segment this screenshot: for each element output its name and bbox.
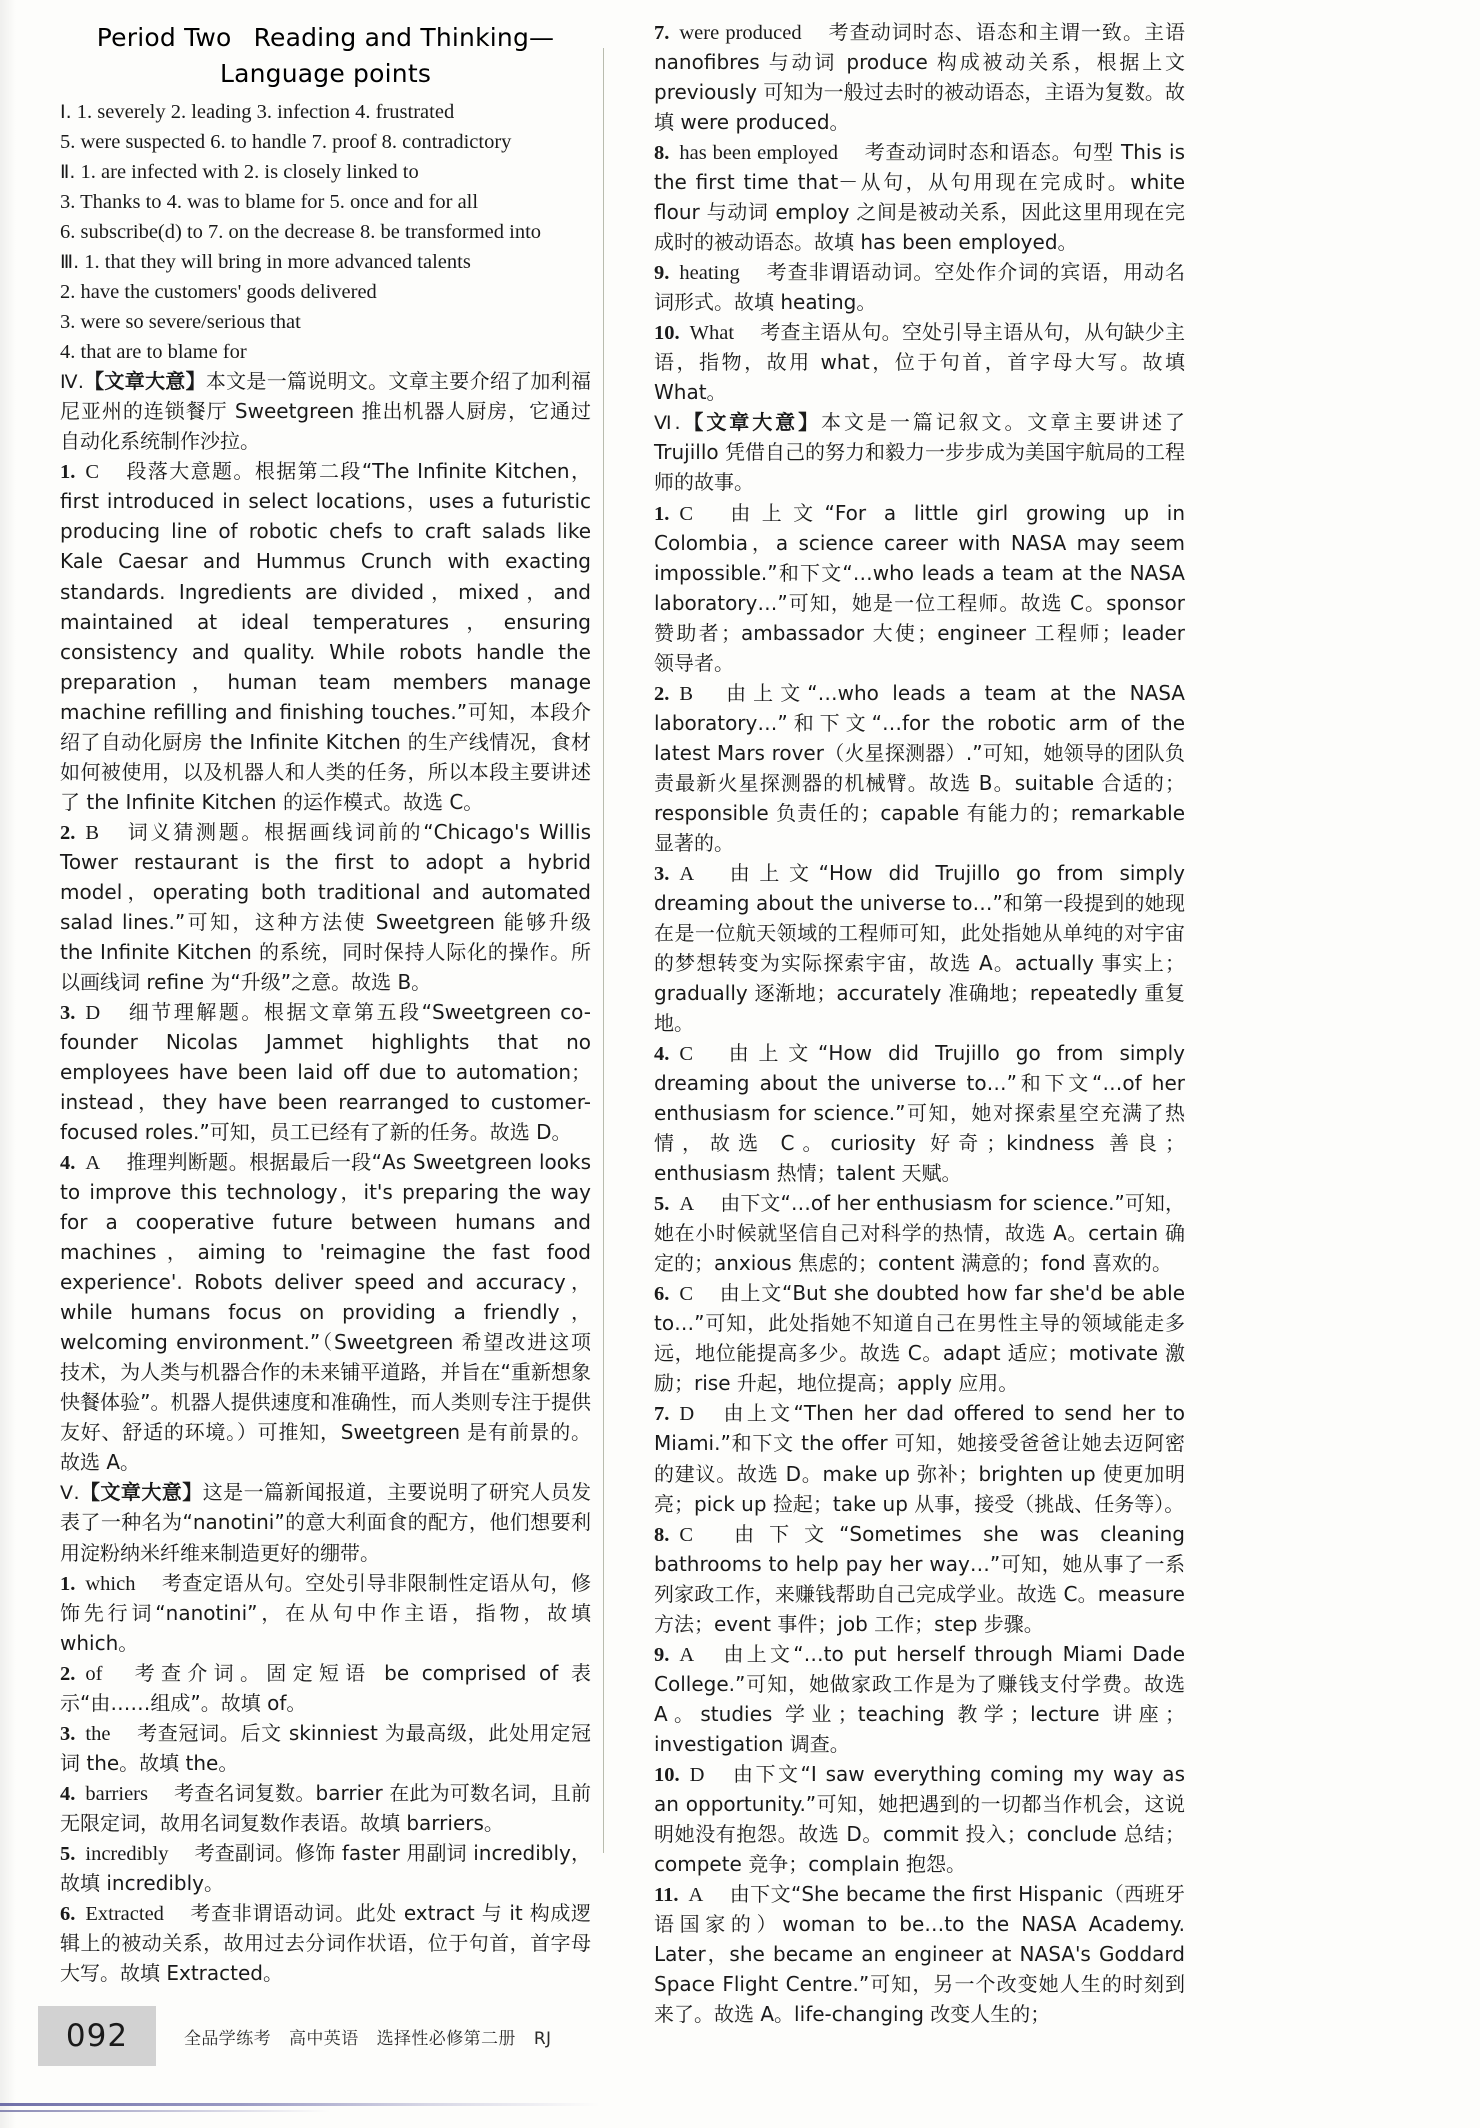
item-explanation: 由上文“How did Trujillo go from simply dreaming about the universe to…”和下文“…of her enthusiasm for science.”可知，她对探索星空充满了热情，故选 C。curiosity 好奇；kindness 善良；enthusiasm 热情；talent 天赋。 xyxy=(654,1041,1185,1186)
item-explanation: 由上文“For a little girl growing up in Colombia，a science career with NASA may seem impossible.”和下文“…who leads a team at the NASA laboratory…”可知，她是一位工程师。故选 C。sponsor 赞助者；ambassador 大使；engineer 工程师；leader 领导者。 xyxy=(654,500,1185,675)
section-I-answers-2: 5. were suspected 6. to handle 7. proof 8. contradictory xyxy=(60,131,512,154)
item-explanation: 由下文“…of her enthusiasm for science.”可知，她在小时候就坚信自己对科学的热情，故选 A。certain 确定的；anxious 焦虑的；content 满意的；fond 喜欢的。 xyxy=(654,1191,1185,1276)
item-type: 考查动词时态和语态。 xyxy=(864,140,1073,165)
section-II-marker: Ⅱ. xyxy=(60,161,76,184)
item-type: 考查定语从句。 xyxy=(161,1570,306,1595)
item-number: 5. xyxy=(60,1842,76,1865)
item-number: 5. xyxy=(654,1193,670,1216)
item-number: 8. xyxy=(654,142,670,165)
section-VI-item xyxy=(654,1189,1185,1279)
item-number: 1. xyxy=(654,502,670,525)
section-IV-item xyxy=(60,457,591,817)
item-explanation: 根据第二段“The Infinite Kitchen，first introduced in select locations，uses a futuristic producing line of robotic chefs to craft salads like Kale Caesar and Hummus Crunch with exacting standards. Ingredients are divided，mixed，and maintained at ideal temperatures，ensuring consistency and quality. While robots handle the preparation，human team members manage machine refilling and finishing touches.”可知，本段介绍了自动化厨房 the Infinite Kitchen 的生产线情况，食材如何被使用，以及机器人和人类的任务，所以本段主要讲述了 the Infinite Kitchen 的运作模式。故选 C。 xyxy=(60,459,592,814)
section-VI-item xyxy=(654,1520,1185,1640)
item-type: 考查介词。 xyxy=(128,1660,267,1685)
section-IV-item xyxy=(60,998,591,1148)
item-answer: Extracted xyxy=(85,1902,164,1925)
item-explanation: 空处引导主语从句，从句缺少主语，指物，故用 what，位于句首，首字母大写。故填 What。 xyxy=(654,320,1186,405)
section-VI-marker: Ⅵ. xyxy=(654,412,681,435)
item-answer: What xyxy=(689,322,735,345)
item-explanation: 修饰 faster 用副词 incredibly，故填 incredibly。 xyxy=(60,1840,591,1895)
section-VI-item xyxy=(654,1640,1185,1760)
item-explanation: 由下文“I saw everything coming my way as an opportunity.”可知，她把遇到的一切都当作机会，这说明她没有抱怨。故选 D。commit 投入；conclude 总结；compete 竞争；complain 抱怨。 xyxy=(654,1761,1185,1876)
item-type: 考查动词时态、语态和主谓一致。 xyxy=(827,20,1144,44)
section-III-text-2: 2. have the customers' goods delivered xyxy=(60,281,377,304)
item-type: 段落大意题。 xyxy=(125,459,255,484)
item-number: 6. xyxy=(654,1283,670,1306)
footer-content xyxy=(38,2006,551,2066)
item-answer: C xyxy=(679,1043,694,1066)
item-number: 7. xyxy=(654,22,670,44)
item-number: 10. xyxy=(654,322,680,345)
item-number: 3. xyxy=(654,862,670,885)
item-explanation: 根据画线词前的“Chicago's Willis Tower restaurant is the first to adopt a hybrid model，operating both traditional and automated salad lines.”可知，这种方法使 Sweetgreen 能够升级 the Infinite Kitchen 的系统，同时保持人际化的操作。所以画线词 refine 为“升级”之意。故选 B。 xyxy=(60,819,592,994)
title-period: Period Two xyxy=(96,23,232,52)
section-V-item xyxy=(654,318,1185,408)
section-I-line-2 xyxy=(60,127,591,157)
item-explanation: barrier 在此为可数名词，且前无限定词，故用名词复数作表语。故填 barriers。 xyxy=(60,1780,591,1835)
section-IV-gist-label: 【文章大意】 xyxy=(83,369,206,394)
title-topic: Reading and Thinking— xyxy=(253,23,555,52)
section-VI-gist-label: 【文章大意】 xyxy=(680,410,822,435)
item-number: 1. xyxy=(60,461,76,484)
section-III-item-4 xyxy=(60,337,591,367)
section-VI-item xyxy=(654,1760,1185,1880)
item-explanation: 后文 skinniest 为最高级，此处用定冠词 the。故填 the。 xyxy=(60,1720,592,1775)
item-number: 4. xyxy=(60,1152,76,1175)
item-type: 细节理解题。 xyxy=(126,999,264,1024)
item-explanation: 由上文“…to put herself through Miami Dade College.”可知，她做家政工作是为了赚钱支付学费。故选 A。studies 学业；teaching 教学；lecture 讲座；investigation 调查。 xyxy=(654,1641,1185,1756)
item-type: 考查名词复数。 xyxy=(173,1780,316,1805)
item-answer: C xyxy=(679,1523,694,1546)
section-IV-marker: Ⅳ. xyxy=(60,371,84,394)
item-explanation: 空处引导非限制性定语从句，修饰先行词“nanotini”，在从句中作主语，指物，故填 which。 xyxy=(60,1570,591,1655)
section-VI-item xyxy=(654,1399,1185,1519)
item-explanation: 此处 extract 与 it 构成逻辑上的被动关系，故用过去分词作状语，位于句首，首字母大写。故填 Extracted。 xyxy=(60,1900,592,1985)
item-number: 3. xyxy=(60,1001,76,1024)
two-column-content xyxy=(0,18,1480,2027)
item-number: 7. xyxy=(654,1403,670,1426)
left-column xyxy=(48,18,603,1993)
section-VI-gist-text: 本文是一篇记叙文。文章主要讲述了 Trujillo 凭借自己的努力和毅力一步步成为美国宇航局的工程师的故事。 xyxy=(654,410,1186,495)
section-IV-item xyxy=(60,1148,591,1478)
section-V-item xyxy=(60,1569,591,1659)
section-IV-item xyxy=(60,818,591,998)
section-VI-item xyxy=(654,499,1185,679)
item-answer: of xyxy=(85,1662,103,1685)
page-number: 092 xyxy=(65,2018,129,2054)
footer-meta xyxy=(184,2024,551,2049)
item-explanation: 由上文“…who leads a team at the NASA laboratory…”和下文“…for the robotic arm of the latest Mars rover（火星探测器）.”可知，她领导的团队负责最新火星探测器的机械臂。故选 B。suitable 合适的；responsible 负责任的；capable 有能力的；remarkable 显著的。 xyxy=(654,680,1185,855)
section-V-item xyxy=(654,18,1185,138)
item-answer: has been employed xyxy=(679,142,839,165)
section-V-gist xyxy=(60,1478,591,1568)
item-number: 3. xyxy=(60,1722,76,1745)
section-V-item xyxy=(654,138,1185,258)
item-explanation: 主语 nanofibres 与动词 produce 构成被动关系，根据上文 previously 可知为一般过去时的被动语态，主语为复数。故填 were produced。 xyxy=(654,20,1186,135)
item-answer: B xyxy=(679,682,694,705)
item-explanation: 由上文“Then her dad offered to send her to Miami.”和下文 the offer 可知，她接受爸爸让她去迈阿密的建议。故选 D。make up 弥补；brighten up 使更加明亮；pick up 捡起；take up 从事，接受（挑战、任务等）。 xyxy=(654,1401,1185,1516)
section-VI-item xyxy=(654,859,1185,1039)
item-type: 推理判断题。 xyxy=(126,1150,250,1175)
section-V-item xyxy=(60,1899,591,1989)
section-II-line-2 xyxy=(60,187,591,217)
item-number: 4. xyxy=(60,1782,76,1805)
item-type: 词义猜测题。 xyxy=(125,819,265,844)
item-number: 9. xyxy=(654,262,670,285)
item-answer: barriers xyxy=(85,1782,148,1805)
item-explanation: 由下文“She became the first Hispanic（西班牙语国家的）woman to be…to the NASA Academy. Later，she became an engineer at NASA's Goddard Space Flight Centre.”可知，另一个改变她人生的时刻到来了。故选 A。life-changing 改变人生的； xyxy=(654,1881,1185,2027)
page-footer xyxy=(0,1996,1480,2128)
item-number: 1. xyxy=(60,1572,76,1595)
item-number: 2. xyxy=(60,1662,76,1685)
section-III-item-1 xyxy=(60,247,591,277)
item-type: 考查冠词。 xyxy=(136,1720,241,1745)
right-column xyxy=(642,18,1197,2027)
item-answer: were produced xyxy=(679,22,802,44)
section-II-answers-2: 3. Thanks to 4. was to blame for 5. once and for all xyxy=(60,191,479,214)
section-V-item xyxy=(60,1659,591,1719)
item-answer: D xyxy=(689,1763,705,1786)
section-III-marker: Ⅲ. xyxy=(60,251,80,274)
item-explanation: 由上文“How did Trujillo go from simply dreaming about the universe to…”和第一段提到的她现在是一位航天领域的工程师可知，此处指她从单纯的对宇宙的梦想转变为实际探索宇宙，故选 A。actually 事实上；gradually 逐渐地；accurately 准确地；repeatedly 重复地。 xyxy=(654,860,1185,1036)
section-II-answers-3: 6. subscribe(d) to 7. on the decrease 8. be transformed into xyxy=(60,221,542,244)
item-number: 6. xyxy=(60,1902,76,1925)
page-title xyxy=(60,20,591,91)
section-III-text-3: 3. were so severe/serious that xyxy=(60,311,301,334)
item-explanation: 句型 This is the first time that－从句，从句用现在完成时。white flour 与动词 employ 之间是被动关系，因此这里用现在完成时的被动语态。故填 has been employed。 xyxy=(654,140,1185,255)
item-explanation: 空处作介词的宾语，用动名词形式。故填 heating。 xyxy=(654,260,1186,315)
footer-rule-primary xyxy=(0,2103,600,2106)
footer-series: 全品学练考 xyxy=(184,2028,271,2049)
section-VI-item xyxy=(654,1039,1185,1189)
section-II-line-3 xyxy=(60,217,591,247)
item-type: 考查非谓语动词。 xyxy=(189,1900,356,1925)
item-explanation: 根据文章第五段“Sweetgreen co-founder Nicolas Jammet highlights that no employees have been laid off due to automation；instead，they have been rearranged to customer-focused roles.”可知，员工已经有了新的任务。故选 D。 xyxy=(60,999,591,1145)
item-type: 考查非谓语动词。 xyxy=(765,260,935,285)
section-V-item xyxy=(654,258,1185,318)
item-answer: D xyxy=(679,1403,695,1426)
column-divider xyxy=(603,48,604,1853)
section-V-marker: Ⅴ. xyxy=(60,1482,80,1505)
footer-rule-secondary xyxy=(0,2110,330,2112)
item-type: 考查主语从句。 xyxy=(760,320,902,345)
item-answer: A xyxy=(679,1193,695,1216)
item-answer: incredibly xyxy=(85,1842,169,1865)
item-number: 9. xyxy=(654,1643,670,1666)
item-number: 2. xyxy=(60,821,76,844)
section-VI-item xyxy=(654,1279,1185,1399)
item-explanation: 由下文“Sometimes she was cleaning bathrooms to help pay her way…”可知，她从事了一系列家政工作，来赚钱帮助自己完成学业。故选 C。measure 方法；event 事件；job 工作；step 步骤。 xyxy=(654,1521,1185,1636)
item-type: 考查副词。 xyxy=(194,1840,296,1865)
item-answer: heating xyxy=(679,262,740,285)
page-number-badge xyxy=(38,2006,156,2066)
item-number: 11. xyxy=(654,1883,679,1906)
section-II-line-1 xyxy=(60,157,591,187)
item-answer: B xyxy=(85,821,100,844)
item-explanation: 由上文“But she doubted how far she'd be able to…”可知，此处指她不知道自己在男性主导的领域能走多远，地位能提高多少。故选 C。adapt 适应；motivate 激励；rise 升起，地位提高；apply 应用。 xyxy=(654,1281,1185,1396)
item-explanation: 固定短语 be comprised of 表示“由……组成”。故填 of。 xyxy=(60,1660,591,1715)
section-V-gist-text: 这是一篇新闻报道，主要说明了研究人员发表了一种名为“nanotini”的意大利面食的配方，他们想要利用淀粉纳米纤维来制造更好的绷带。 xyxy=(60,1480,591,1565)
section-III-text-1: 1. that they will bring in more advanced talents xyxy=(84,251,471,274)
section-VI-gist xyxy=(654,408,1185,498)
section-IV-gist xyxy=(60,367,591,457)
section-III-item-3 xyxy=(60,307,591,337)
section-V-item xyxy=(60,1839,591,1899)
section-IV-gist-text: 本文是一篇说明文。文章主要介绍了加利福尼亚州的连锁餐厅 Sweetgreen 推出机器人厨房，它通过自动化系统制作沙拉。 xyxy=(60,369,591,454)
section-I-answers-1: 1. severely 2. leading 3. infection 4. frustrated xyxy=(76,101,455,123)
item-answer: A xyxy=(688,1883,704,1906)
section-III-item-2 xyxy=(60,277,591,307)
item-answer: C xyxy=(679,502,694,525)
title-subtitle: Language points xyxy=(219,58,432,88)
section-VI-item xyxy=(654,679,1185,859)
section-III-text-4: 4. that are to blame for xyxy=(60,341,247,364)
item-number: 8. xyxy=(654,1523,670,1546)
item-answer: C xyxy=(679,1283,694,1306)
section-V-gist-label: 【文章大意】 xyxy=(79,1480,203,1505)
item-number: 10. xyxy=(654,1763,680,1786)
item-answer: A xyxy=(679,1643,695,1666)
section-V-item xyxy=(60,1779,591,1839)
item-answer: A xyxy=(679,862,695,885)
item-explanation: 根据最后一段“As Sweetgreen looks to improve this technology，it's preparing the way for a cooperative future between humans and machines，aiming to 'reimagine the fast food experience'. Robots deliver speed and accuracy，while humans focus on providing a friendly，welcoming environment.”（Sweetgreen 希望改进这项技术，为人类与机器合作的未来铺平道路，并旨在“重新想象快餐体验”。机器人提供速度和准确性，而人类则专注于提供友好、舒适的环境。）可推知，Sweetgreen 是有前景的。故选 A。 xyxy=(60,1150,591,1475)
item-number: 2. xyxy=(654,682,670,705)
footer-volume: 选择性必修第二册 xyxy=(376,2028,516,2049)
section-V-item xyxy=(60,1719,591,1779)
item-number: 4. xyxy=(654,1043,670,1066)
item-answer: D xyxy=(85,1001,101,1024)
section-I-marker: Ⅰ. xyxy=(60,101,72,123)
footer-subject: 高中英语 xyxy=(289,2028,359,2049)
item-answer: A xyxy=(85,1152,101,1175)
item-answer: the xyxy=(85,1722,111,1745)
footer-publisher: RJ xyxy=(533,2028,552,2049)
item-answer: which xyxy=(85,1572,136,1595)
section-II-answers-1: 1. are infected with 2. is closely linked to xyxy=(80,161,419,184)
section-I-line-1 xyxy=(60,97,591,127)
item-answer: C xyxy=(85,461,100,484)
